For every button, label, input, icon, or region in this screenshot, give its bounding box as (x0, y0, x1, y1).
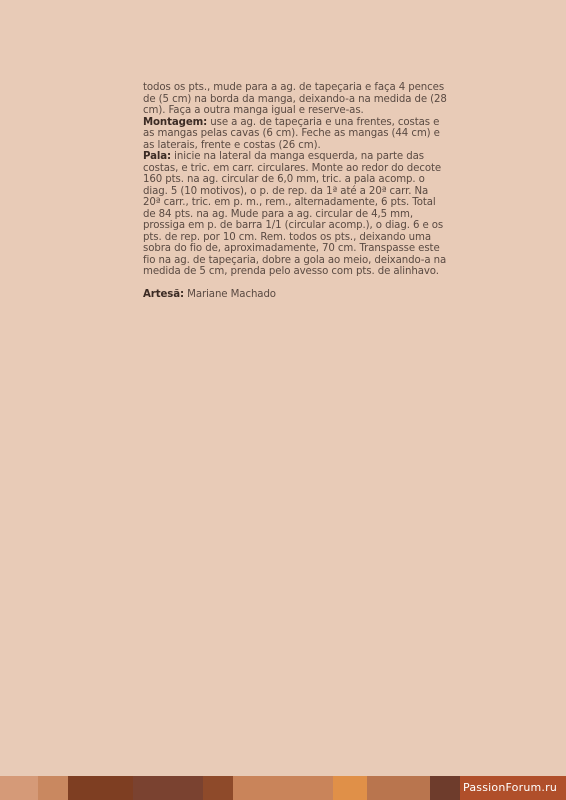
pala-text: inicie na lateral da manga esquerda, na parte das costas, e tric. em carr. circulares. Monte ao redor do decote 160 pts. na ag. circular de 6,0 mm, tric. a pala acomp. o diag. 5 (10 motivos), o p. de rep. da 1ª até a 20ª carr. Na 20ª carr., tric. em p. m., rem., alternadamente, 6 pts. Total de 84 pts. na ag. Mude para a ag. circular de 4,5 mm, prossiga em p. de barra 1/1 (circular acomp.), o diag. 6 e os pts. de rep. por 10 cm. Rem. todos os pts., deixando uma sobra do fio de, aproximadamente, 70 cm. Transpasse este fio na ag. de tapeçaria, dobre a gola ao meio, deixando-a na medida de 5 cm, prenda pelo avesso com pts. de alinhavo. (143, 151, 447, 277)
paragraph-gap (143, 278, 448, 290)
stripe-segment (203, 776, 233, 800)
stripe-segment (68, 776, 133, 800)
montagem-paragraph (143, 117, 448, 152)
stripe-segment (333, 776, 367, 800)
artesa-name: Mariane Machado (184, 289, 276, 300)
stripe-segment (133, 776, 203, 800)
pala-paragraph (143, 151, 448, 278)
stripe-segment (430, 776, 460, 800)
stripe-segment (0, 776, 38, 800)
artesa-paragraph (143, 289, 448, 301)
intro-paragraph: todos os pts., mude para a ag. de tapeçaria e faça 4 pences de (5 cm) na borda da manga, deixando-a na medida de (28 cm). Faça a outra manga igual e reserve-as. (143, 82, 447, 116)
montagem-label: Montagem: (143, 116, 208, 128)
montagem-text: use a ag. de tapeçaria e una frentes, costas e as mangas pelas cavas (6 cm). Feche as mangas (44 cm) e as laterais, frente e costas (26 cm). (143, 116, 440, 151)
stripe-segment (233, 776, 333, 800)
stripe-segment (367, 776, 430, 800)
stripe-segment (38, 776, 68, 800)
artesa-label: Artesã: (143, 289, 185, 300)
pala-label: Pala: (143, 151, 172, 162)
watermark: PassionForum.ru (463, 781, 557, 794)
instructions-text (143, 82, 448, 301)
